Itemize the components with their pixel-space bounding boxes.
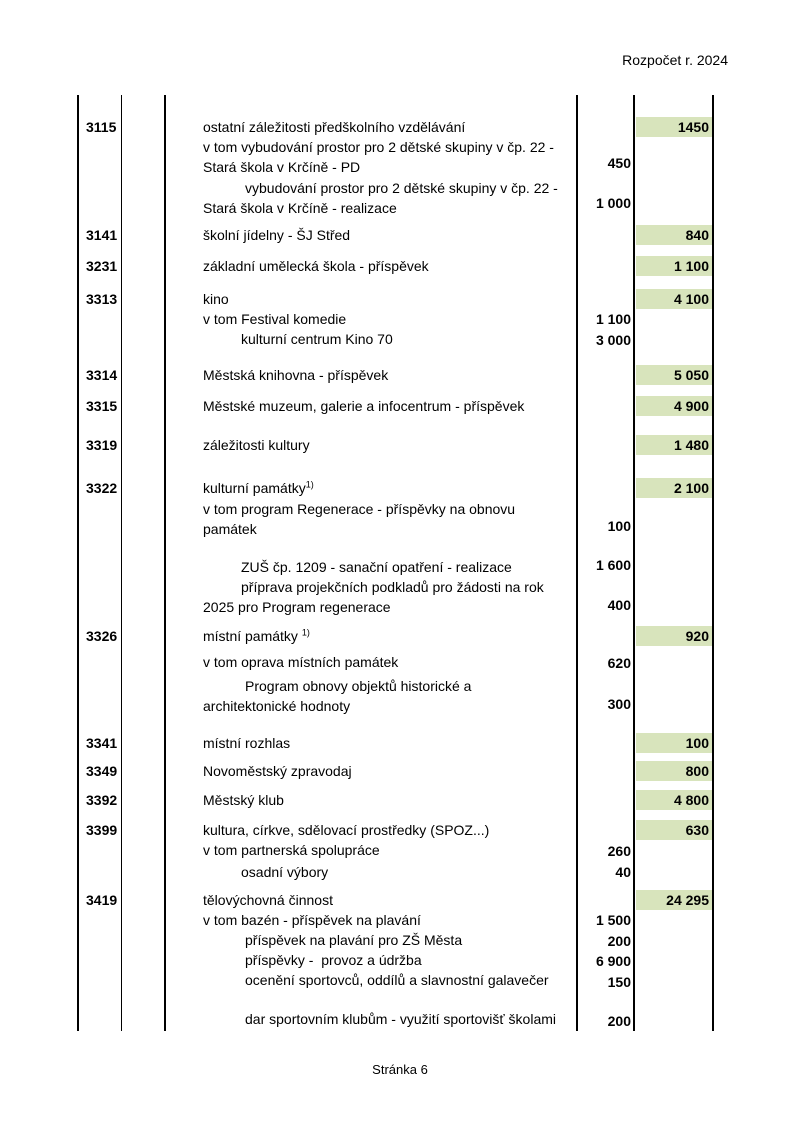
row-line: v tom oprava místních památek [203, 654, 399, 670]
row-code: 3115 [86, 119, 117, 135]
row-line: Stará škola v Krčíně - PD [203, 159, 361, 175]
row-line: v tom partnerská spolupráce [203, 842, 380, 858]
row-line: ocenění sportovců, oddílů a slavnostní galavečer [245, 972, 549, 988]
row-total: 100 [636, 733, 712, 753]
row-line-label: místní památky [203, 628, 298, 644]
row-code: 3399 [86, 822, 118, 838]
row-text: místní rozhlas [203, 735, 291, 751]
row-code: 3319 [86, 437, 118, 453]
row-total: 1 480 [636, 435, 712, 455]
row-total: 800 [636, 761, 712, 781]
row-total: 24 295 [636, 890, 712, 910]
row-sub-amount: 3 000 [595, 332, 631, 348]
row-line: osadní výbory [241, 864, 329, 880]
table-rule-sub [164, 95, 166, 1031]
row-code: 3315 [86, 398, 118, 414]
row-line: v tom vybudování prostor pro 2 dětské skupiny v čp. 22 - [203, 139, 554, 155]
row-line: 2025 pro Program regenerace [203, 599, 391, 615]
row-sub-amount: 620 [607, 655, 631, 671]
footnote-mark: 1) [301, 627, 310, 638]
row-text: Novoměstský zpravodaj [203, 763, 352, 779]
row-line: příprava projekčních podkladů pro žádosti na rok [241, 579, 544, 595]
table-rule-right [712, 95, 714, 1031]
row-total: 4 900 [636, 396, 712, 416]
table-rule-left [77, 95, 79, 1031]
row-text [203, 117, 575, 218]
page-footer: Stránka 6 [372, 1062, 428, 1077]
row-sub-amount: 40 [615, 864, 631, 880]
row-line: dar sportovním klubům - využití sportovišť školami [245, 1011, 557, 1027]
page-header: Rozpočet r. 2024 [622, 52, 728, 68]
row-line-label: kulturní památky [203, 480, 306, 496]
row-line: tělovýchovná činnost [203, 892, 333, 908]
row-line: v tom program Regenerace - příspěvky na obnovu [203, 501, 516, 517]
row-line: památek [203, 521, 257, 537]
row-line: příspěvky - provoz a údržba [245, 952, 422, 968]
row-sub-amount: 200 [607, 933, 631, 949]
table-rule-code [121, 95, 122, 1031]
row-sub-amount: 6 900 [595, 953, 631, 969]
row-line: ostatní záležitosti předškolního vzdělávání [203, 119, 466, 135]
row-total: 1 100 [636, 256, 712, 276]
row-total: 2 100 [636, 478, 712, 498]
row-code: 3341 [86, 735, 118, 751]
row-line [203, 478, 575, 498]
row-line: vybudování prostor pro 2 dětské skupiny v čp. 22 - [245, 180, 558, 196]
row-text [203, 478, 575, 617]
row-sub-amount: 300 [607, 696, 631, 712]
row-line: Program obnovy objektů historické a [245, 678, 472, 694]
row-text [203, 820, 575, 882]
row-text: záležitosti kultury [203, 437, 310, 453]
row-line: v tom Festival komedie [203, 311, 347, 327]
row-code: 3326 [86, 628, 118, 644]
footnote-mark: 1) [305, 479, 314, 490]
row-code: 3419 [86, 892, 118, 908]
row-sub-amount: 450 [607, 155, 631, 171]
row-sub-amount: 1 500 [595, 912, 631, 928]
row-code: 3349 [86, 763, 118, 779]
row-total: 630 [636, 820, 712, 840]
row-total: 4 100 [636, 289, 712, 309]
row-text [203, 890, 575, 1029]
row-sub-amount: 200 [607, 1013, 631, 1029]
row-sub-amount: 1 000 [595, 195, 631, 211]
row-line: Stará škola v Krčíně - realizace [203, 200, 397, 216]
row-sub-amount: 400 [607, 597, 631, 613]
row-code: 3322 [86, 480, 118, 496]
row-sub-amount: 100 [607, 518, 631, 534]
row-line: v tom bazén - příspěvek na plavání [203, 912, 421, 928]
row-sub-amount: 1 600 [595, 557, 631, 573]
table-rule-amount [633, 95, 635, 1031]
row-line: kultura, církve, sdělovací prostředky (SPOZ...) [203, 822, 490, 838]
row-sub-amount: 1 100 [595, 311, 631, 327]
row-code: 3314 [86, 367, 118, 383]
row-line [203, 626, 575, 646]
row-text [203, 626, 575, 716]
row-text: Městská knihovna - příspěvek [203, 367, 389, 383]
row-sub-amount: 150 [607, 974, 631, 990]
row-total: 920 [636, 626, 712, 646]
row-text: základní umělecká škola - příspěvek [203, 258, 429, 274]
row-code: 3313 [86, 291, 118, 307]
row-text [203, 289, 575, 349]
row-total: 4 800 [636, 790, 712, 810]
row-line: architektonické hodnoty [203, 698, 351, 714]
row-total: 840 [636, 225, 712, 245]
row-line: kulturní centrum Kino 70 [241, 331, 393, 347]
row-line: ZUŠ čp. 1209 - sanační opatření - realizace [241, 559, 512, 575]
row-code: 3231 [86, 258, 118, 274]
row-line: příspěvek na plavání pro ZŠ Města [245, 932, 463, 948]
row-sub-amount: 260 [607, 843, 631, 859]
row-text: Městské muzeum, galerie a infocentrum - příspěvek [203, 398, 525, 414]
row-total: 1450 [636, 117, 712, 137]
row-text: Městský klub [203, 792, 284, 808]
row-total: 5 050 [636, 365, 712, 385]
row-line: kino [203, 291, 229, 307]
row-code: 3141 [86, 227, 118, 243]
row-text: školní jídelny - ŠJ Střed [203, 227, 351, 243]
row-code: 3392 [86, 792, 118, 808]
